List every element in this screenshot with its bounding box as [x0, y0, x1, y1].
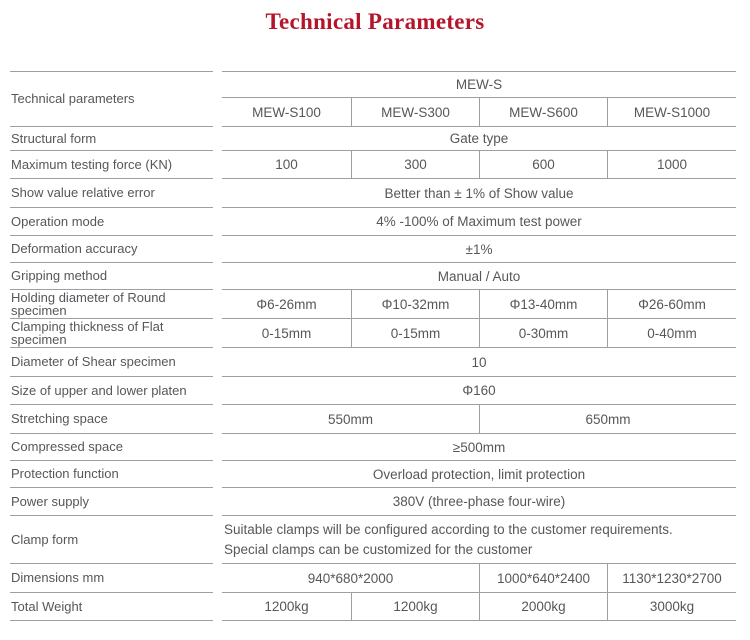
cell: 300 [351, 151, 479, 179]
row-label: Show value relative error [10, 179, 213, 208]
row-label: Dimensions mm [10, 564, 213, 593]
row-compressed-space [10, 434, 737, 461]
cell: 1200kg [222, 593, 351, 621]
cell: ≥500mm [222, 434, 736, 461]
row-label: Operation mode [10, 208, 213, 236]
cell: 1200kg [351, 593, 479, 621]
clamp-form-line-2: Special clamps can be customized for the customer [224, 541, 533, 557]
cell: 940*680*2000 [222, 564, 479, 593]
row-label: Size of upper and lower platen [10, 377, 213, 405]
cell: 100 [222, 151, 351, 179]
model-cell: MEW-S100 [222, 98, 351, 127]
model-cell: MEW-S1000 [607, 98, 736, 127]
row-label: Holding diameter of Round specimen [10, 290, 213, 319]
row-total-weight [10, 593, 737, 621]
row-label: Gripping method [10, 263, 213, 290]
row-label: Power supply [10, 488, 213, 516]
cell: 0-15mm [351, 319, 479, 348]
cell: 10 [222, 348, 736, 377]
row-structural-form [10, 127, 737, 151]
clamp-form-line-1: Suitable clamps will be configured according to the customer requirements. [224, 522, 673, 537]
technical-parameters-table [10, 71, 737, 621]
cell: 650mm [479, 405, 736, 434]
row-protection-function [10, 461, 737, 488]
row-label: Protection function [10, 461, 213, 488]
cell: Φ10-32mm [351, 290, 479, 319]
row-holding-diameter-round-specimen [10, 290, 737, 319]
cell: Φ6-26mm [222, 290, 351, 319]
cell: Φ26-60mm [607, 290, 736, 319]
cell: 0-40mm [607, 319, 736, 348]
model-cell: MEW-S300 [351, 98, 479, 127]
row-diameter-shear-specimen [10, 348, 737, 377]
cell: Manual / Auto [222, 263, 736, 290]
cell: 0-30mm [479, 319, 607, 348]
row-clamp-form [10, 516, 737, 564]
cell: Better than ± 1% of Show value [222, 179, 736, 208]
cell: Overload protection, limit protection [222, 461, 736, 488]
row-label: Structural form [10, 127, 213, 151]
row-clamping-thickness-flat-specimen [10, 319, 737, 348]
row-label: Clamp form [10, 516, 213, 564]
cell: 2000kg [479, 593, 607, 621]
row-label: Maximum testing force (KN) [10, 151, 213, 179]
row-platen-size [10, 377, 737, 405]
row-label-technical-parameters: Technical parameters [10, 71, 213, 127]
cell: 1000*640*2400 [479, 564, 607, 593]
cell: 550mm [222, 405, 479, 434]
row-power-supply [10, 488, 737, 516]
cell: 380V (three-phase four-wire) [222, 488, 736, 516]
row-dimensions [10, 564, 737, 593]
cell: Φ160 [222, 377, 736, 405]
page-title: Technical Parameters [265, 9, 485, 34]
row-maximum-testing-force [10, 151, 737, 179]
row-label: Compressed space [10, 434, 213, 461]
series-header-cell: MEW-S [222, 71, 736, 98]
row-label: Deformation accuracy [10, 236, 213, 263]
row-deformation-accuracy [10, 236, 737, 263]
cell: 1130*1230*2700 [607, 564, 736, 593]
row-label: Total Weight [10, 593, 213, 621]
cell: 4% -100% of Maximum test power [222, 208, 736, 236]
row-operation-mode [10, 208, 737, 236]
row-label: Stretching space [10, 405, 213, 434]
table-header-row [10, 71, 737, 127]
row-gripping-method [10, 263, 737, 290]
cell: 600 [479, 151, 607, 179]
cell: Φ13-40mm [479, 290, 607, 319]
cell [222, 516, 736, 564]
row-label: Clamping thickness of Flat specimen [10, 319, 213, 348]
model-cell: MEW-S600 [479, 98, 607, 127]
cell: 3000kg [607, 593, 736, 621]
row-label: Diameter of Shear specimen [10, 348, 213, 377]
cell: 1000 [607, 151, 736, 179]
cell: 0-15mm [222, 319, 351, 348]
row-stretching-space [10, 405, 737, 434]
cell: Gate type [222, 127, 736, 151]
row-show-value-relative-error [10, 179, 737, 208]
cell: ±1% [222, 236, 736, 263]
